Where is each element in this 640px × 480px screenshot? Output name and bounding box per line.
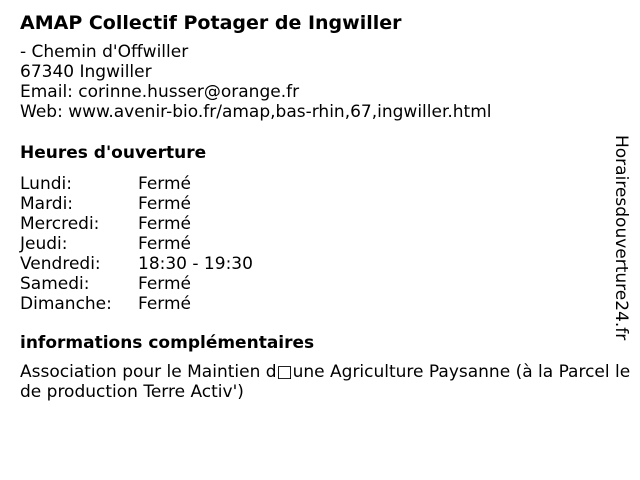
hours-value: Fermé: [138, 214, 192, 234]
hours-day-label: Dimanche:: [20, 294, 112, 314]
hours-value: Fermé: [138, 294, 192, 314]
hours-row-saturday: [20, 274, 620, 294]
info-heading: informations complémentaires: [20, 333, 315, 353]
hours-value: Fermé: [138, 274, 192, 294]
hours-day-label: Samedi:: [20, 274, 90, 294]
email-line: Email: corinne.husser@orange.fr: [20, 82, 300, 102]
city-line: 67340 Ingwiller: [20, 62, 152, 82]
hours-day-label: Jeudi:: [20, 234, 68, 254]
info-text: Association pour le Maintien d□une Agriculture Paysanne (à la Parcel le de production Terre Activ'): [20, 362, 631, 402]
hours-value: 18:30 - 19:30: [138, 254, 253, 274]
hours-table: [20, 174, 620, 314]
hours-day-label: Mercredi:: [20, 214, 100, 234]
hours-heading: Heures d'ouverture: [20, 143, 207, 163]
hours-row-wednesday: [20, 214, 620, 234]
address-block: [20, 42, 620, 122]
hours-day-label: Mardi:: [20, 194, 74, 214]
business-name: AMAP Collectif Potager de Ingwiller: [20, 12, 402, 34]
hours-value: Fermé: [138, 174, 192, 194]
hours-row-friday: [20, 254, 620, 274]
site-watermark: Horairesdouverture24.fr: [611, 135, 631, 341]
hours-row-thursday: [20, 234, 620, 254]
hours-row-monday: [20, 174, 620, 194]
hours-row-sunday: [20, 294, 620, 314]
street-address: - Chemin d'Offwiller: [20, 42, 189, 62]
hours-value: Fermé: [138, 234, 192, 254]
hours-day-label: Lundi:: [20, 174, 72, 194]
hours-row-tuesday: [20, 194, 620, 214]
hours-value: Fermé: [138, 194, 192, 214]
web-line: Web: www.avenir-bio.fr/amap,bas-rhin,67,ingwiller.html: [20, 102, 492, 122]
hours-day-label: Vendredi:: [20, 254, 101, 274]
